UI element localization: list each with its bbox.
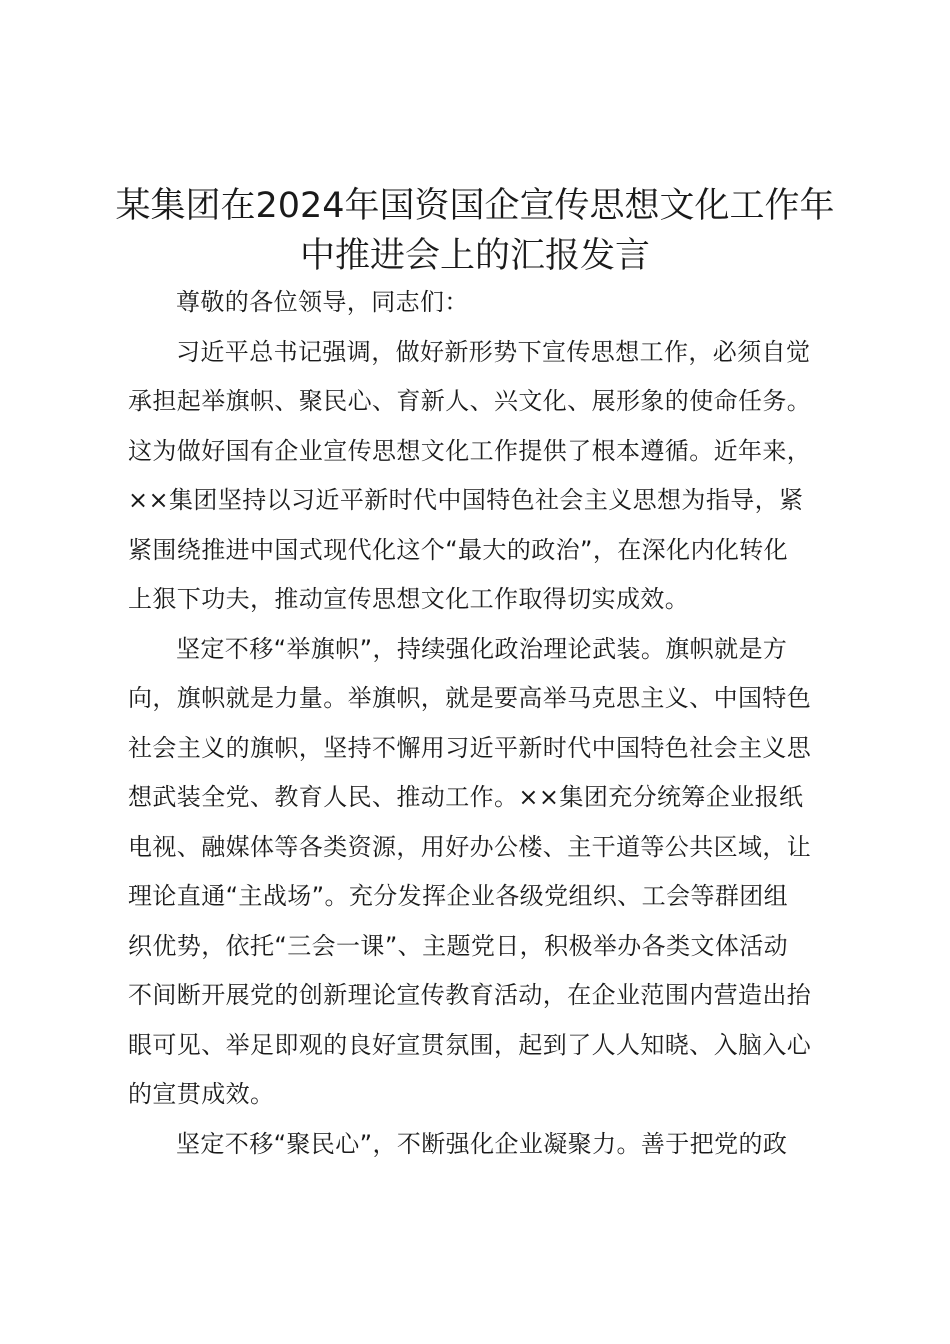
- text-line: 承担起举旗帜、聚民心、育新人、兴文化、展形象的使命任务。: [128, 387, 812, 415]
- paragraph-unite-hearts: [128, 1120, 848, 1170]
- text-line: 电视、融媒体等各类资源，用好办公楼、主干道等公共区域，让: [128, 832, 812, 861]
- document-body: [128, 278, 848, 1169]
- document-title: [100, 181, 850, 281]
- paragraph-raise-banner: [128, 625, 848, 1120]
- text-line: 理论直通“主战场”。充分发挥企业各级党组织、工会等群团组: [128, 882, 789, 910]
- salutation: [128, 278, 848, 328]
- text-line: 织优势，依托“三会一课”、主题党日，积极举办各类文体活动: [128, 931, 789, 960]
- text-line: 坚定不移“聚民心”，不断强化企业凝聚力。善于把党的政: [176, 1129, 788, 1158]
- text-line: ××集团坚持以习近平新时代中国特色社会主义思想为指导，紧: [128, 486, 804, 514]
- title-line-1: 某集团在2024年国资国企宣传思想文化工作年: [115, 186, 835, 226]
- text-line: 不间断开展党的创新理论宣传教育活动，在企业范围内营造出抬: [128, 981, 812, 1009]
- text-line: 这为做好国有企业宣传思想文化工作提供了根本遵循。近年来，: [128, 436, 812, 465]
- text-line: 习近平总书记强调，做好新形势下宣传思想工作，必须自觉: [176, 337, 811, 366]
- text-line: 的宣贯成效。: [128, 1080, 275, 1108]
- salutation-line: 尊敬的各位领导，同志们：: [176, 288, 469, 316]
- paragraph-intro: [128, 328, 848, 625]
- text-line: 社会主义的旗帜，坚持不懈用习近平新时代中国特色社会主义思: [128, 733, 812, 762]
- text-line: 坚定不移“举旗帜”，持续强化政治理论武装。旗帜就是方: [176, 634, 788, 663]
- text-line: 上狠下功夫，推动宣传思想文化工作取得切实成效。: [128, 585, 690, 613]
- text-line: 想武装全党、教育人民、推动工作。××集团充分统筹企业报纸: [128, 783, 804, 811]
- text-line: 向，旗帜就是力量。举旗帜，就是要高举马克思主义、中国特色: [128, 684, 812, 712]
- text-line: 眼可见、举足即观的良好宣贯氛围，起到了人人知晓、入脑入心: [128, 1030, 812, 1059]
- text-line: 紧围绕推进中国式现代化这个“最大的政治”，在深化内化转化: [128, 535, 789, 564]
- title-line-2: 中推进会上的汇报发言: [299, 236, 650, 276]
